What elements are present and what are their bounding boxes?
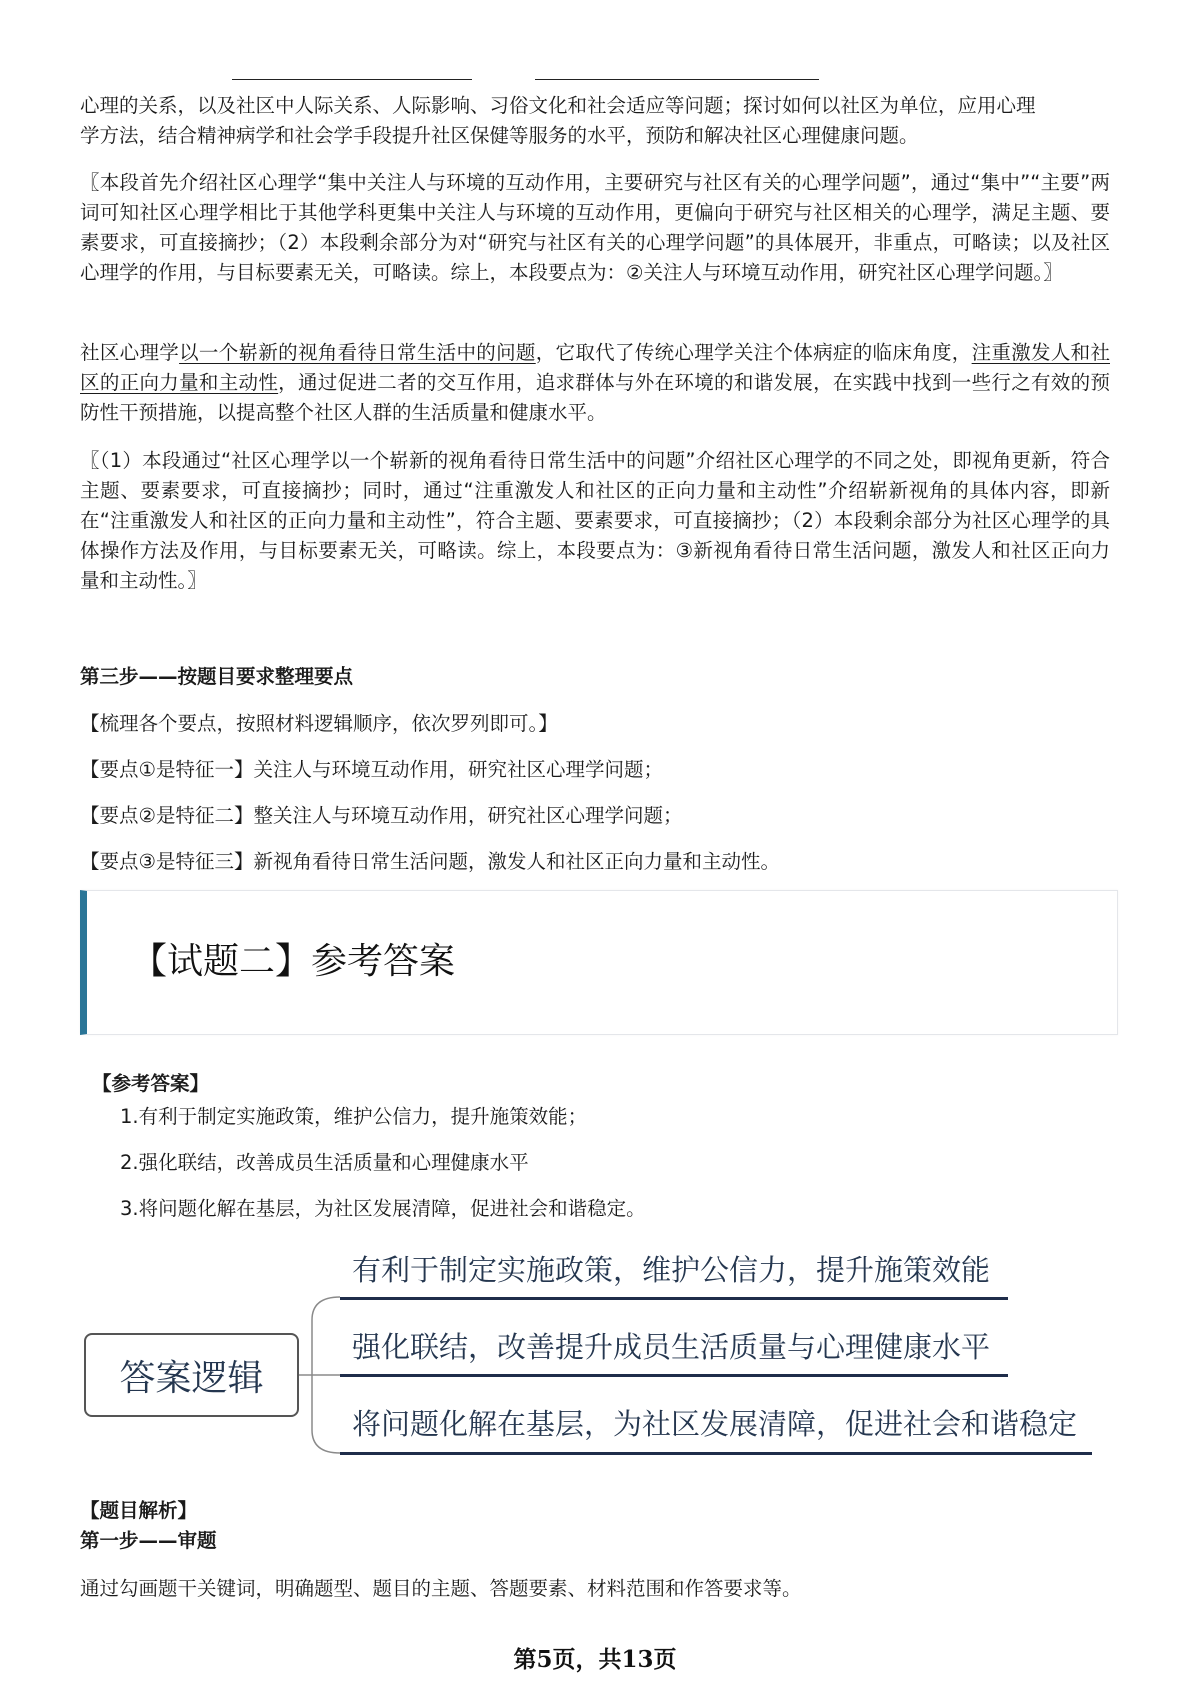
step1-title: 第一步——审题 [80, 1529, 217, 1552]
text-run: ，它取代了传统心理学关注个体病症的临床角度， [535, 341, 972, 364]
branch-underline [340, 1297, 1008, 1300]
reference-answer-heading: 【参考答案】 [92, 1072, 210, 1095]
branch-underline [340, 1452, 1092, 1455]
paragraph-line: 学方法，结合精神病学和社会学手段提升社区保健等服务的水平，预防和解决社区心理健康问题。 [80, 124, 919, 147]
text-run: ，通过促进二者的交互作用，追求群体与外在环境的和谐发展，在实践中找到一些行之有效的预防性干预措施，以提高整个社区人群的生活质量和健康水平。 [80, 371, 1110, 424]
step3-line: 【要点②是特征二】整关注人与环境互动作用，研究社区心理学问题； [80, 804, 683, 827]
branch-underline [340, 1374, 1008, 1377]
underline-mark [535, 79, 819, 80]
text-run: 社区心理学 [80, 341, 180, 364]
mindmap-branch: 将问题化解在基层，为社区发展清障，促进社会和谐稳定 [352, 1407, 1078, 1441]
section-header [80, 890, 1118, 1035]
paragraph-top [80, 91, 1110, 151]
step3-line: 【梳理各个要点，按照材料逻辑顺序，依次罗列即可。】 [80, 712, 558, 735]
underline-mark [232, 79, 472, 80]
paragraph-line: 心理的关系，以及社区中人际关系、人际影响、习俗文化和社会适应等问题；探讨如何以社区为单位，应用心理 [80, 94, 1036, 117]
underlined-phrase: 注重激发人和社区的正向力量和主动性 [80, 341, 1110, 394]
section-title: 【试题二】参考答案 [131, 941, 456, 982]
step3-line: 【要点③是特征三】新视角看待日常生活问题，激发人和社区正向力量和主动性。 [80, 850, 780, 873]
analysis-paragraph-1: 〖本段首先介绍社区心理学“集中关注人与环境的互动作用，主要研究与社区有关的心理学问题”，通过“集中”“主要”两词可知社区心理学相比于其他学科更集中关注人与环境的互动作用，更偏向于研究与社区相关的心理学，满足主题、要素要求，可直接摘抄；（2）本段剩余部分为对“研究与社区有关的心理学问题”的具体展开，非重点，可略读；以及社区心理学的作用，与目标要素无关，可略读。综上，本段要点为：②关注人与环境互动作用，研究社区心理学问题。〗 [80, 171, 1110, 284]
mindmap-branch: 强化联结，改善提升成员生活质量与心理健康水平 [352, 1330, 991, 1364]
paragraph-2 [80, 338, 1110, 428]
step3-title: 第三步——按题目要求整理要点 [80, 665, 354, 688]
page-footer: 第5页，共13页 [513, 1646, 677, 1673]
answer-item: 3.将问题化解在基层，为社区发展清障，促进社会和谐稳定。 [120, 1197, 646, 1220]
step3-line: 【要点①是特征一】关注人与环境互动作用，研究社区心理学问题； [80, 758, 663, 781]
underlined-phrase: 以一个崭新的视角看待日常生活中的问题 [179, 341, 536, 364]
step1-text: 通过勾画题干关键词，明确题型、题目的主题、答题要素、材料范围和作答要求等。 [80, 1577, 802, 1600]
answer-item: 1.有利于制定实施政策，维护公信力，提升施策效能； [120, 1105, 588, 1128]
answer-item: 2.强化联结，改善成员生活质量和心理健康水平 [120, 1151, 529, 1174]
analysis-heading: 【题目解析】 [80, 1499, 198, 1522]
analysis-paragraph-2: 〖（1）本段通过“社区心理学以一个崭新的视角看待日常生活中的问题”介绍社区心理学的不同之处，即视角更新，符合主题、要素要求，可直接摘抄；同时，通过“注重激发人和社区的正向力量和主动性”介绍崭新视角的具体内容，即新在“注重激发人和社区的正向力量和主动性”，符合主题、要素要求，可直接摘抄；（2）本段剩余部分为社区心理学的具体操作方法及作用，与目标要素无关，可略读。综上，本段要点为：③新视角看待日常生活问题，激发人和社区正向力量和主动性。〗 [80, 449, 1110, 592]
mindmap-branch: 有利于制定实施政策，维护公信力，提升施策效能 [352, 1253, 991, 1287]
mindmap-root: 答案逻辑 [84, 1333, 299, 1417]
